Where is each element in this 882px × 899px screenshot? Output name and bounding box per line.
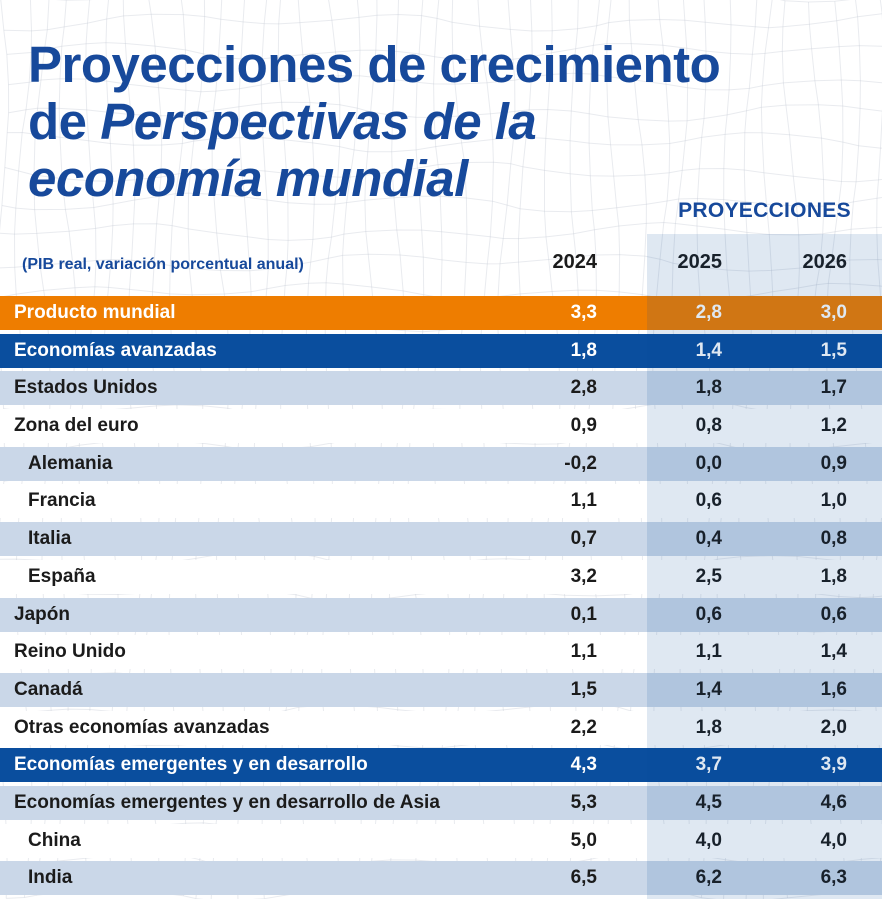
table-row xyxy=(0,824,882,858)
row-label: Francia xyxy=(28,490,96,512)
title-line-1: Proyecciones de crecimiento xyxy=(28,36,721,94)
value-2024: 5,0 xyxy=(570,829,597,851)
value-2024: 2,2 xyxy=(570,716,597,738)
value-2025: 4,5 xyxy=(695,791,722,813)
title-line-3-italic: economía mundial xyxy=(28,150,468,208)
row-label: India xyxy=(28,867,73,889)
value-2026: 1,4 xyxy=(820,641,847,663)
title-line-2-italic: Perspectivas de la xyxy=(100,93,537,151)
value-2026: 1,8 xyxy=(820,565,847,587)
value-2025: 0,0 xyxy=(695,452,722,474)
table-row xyxy=(0,334,882,368)
row-label: Italia xyxy=(28,528,72,550)
table-row xyxy=(0,861,882,895)
table-row xyxy=(0,598,882,632)
projections-label: PROYECCIONES xyxy=(678,199,851,222)
value-2026: 1,5 xyxy=(820,339,847,361)
row-label: Economías avanzadas xyxy=(14,339,217,361)
row-label: Economías emergentes y en desarrollo de Asia xyxy=(14,791,440,813)
value-2026: 2,0 xyxy=(820,716,847,738)
column-header-2025: 2025 xyxy=(677,251,722,273)
row-label: España xyxy=(28,565,96,587)
table-header-row xyxy=(0,234,882,286)
table-row xyxy=(0,522,882,556)
value-2025: 0,4 xyxy=(695,528,722,550)
value-2025: 4,0 xyxy=(695,829,722,851)
value-2025: 3,7 xyxy=(695,754,722,776)
value-2024: -0,2 xyxy=(564,452,597,474)
row-label: Canadá xyxy=(14,678,83,700)
value-2024: 1,1 xyxy=(570,641,597,663)
table-row xyxy=(0,296,882,330)
table-row xyxy=(0,447,882,481)
value-2025: 0,6 xyxy=(695,490,722,512)
row-label: China xyxy=(28,829,81,851)
value-2026: 1,6 xyxy=(820,678,847,700)
value-2024: 1,8 xyxy=(570,339,597,361)
value-2025: 0,8 xyxy=(695,415,722,437)
value-2026: 0,8 xyxy=(820,528,847,550)
row-label: Zona del euro xyxy=(14,415,139,437)
value-2024: 2,8 xyxy=(570,377,597,399)
value-2026: 4,6 xyxy=(820,791,847,813)
table-row xyxy=(0,711,882,745)
table-row xyxy=(0,371,882,405)
table-subtitle: (PIB real, variación porcentual anual) xyxy=(22,256,304,273)
table-row xyxy=(0,409,882,443)
table-row xyxy=(0,786,882,820)
value-2024: 4,3 xyxy=(570,754,597,776)
value-2024: 1,1 xyxy=(570,490,597,512)
value-2026: 6,3 xyxy=(820,867,847,889)
value-2024: 3,2 xyxy=(570,565,597,587)
page-title xyxy=(28,36,872,207)
value-2026: 4,0 xyxy=(820,829,847,851)
table-row xyxy=(0,635,882,669)
table-row xyxy=(0,673,882,707)
value-2026: 3,9 xyxy=(820,754,847,776)
value-2025: 1,4 xyxy=(695,678,722,700)
title-line-2-regular: de xyxy=(28,93,101,151)
value-2024: 0,7 xyxy=(570,528,597,550)
value-2026: 1,7 xyxy=(820,377,847,399)
table-row xyxy=(0,560,882,594)
row-label: Alemania xyxy=(28,452,113,474)
value-2026: 3,0 xyxy=(820,302,847,323)
table-row xyxy=(0,484,882,518)
value-2026: 1,0 xyxy=(820,490,847,512)
value-2026: 0,9 xyxy=(820,452,847,474)
value-2024: 5,3 xyxy=(570,791,597,813)
value-2025: 1,8 xyxy=(695,377,722,399)
value-2024: 3,3 xyxy=(570,302,597,323)
row-label: Economías emergentes y en desarrollo xyxy=(14,754,368,776)
column-header-2024: 2024 xyxy=(552,251,597,273)
table-row xyxy=(0,748,882,782)
value-2025: 2,5 xyxy=(695,565,722,587)
value-2025: 6,2 xyxy=(695,867,722,889)
value-2025: 0,6 xyxy=(695,603,722,625)
value-2025: 2,8 xyxy=(695,302,722,323)
row-label: Estados Unidos xyxy=(14,377,158,399)
value-2025: 1,8 xyxy=(695,716,722,738)
value-2025: 1,4 xyxy=(695,339,722,361)
row-label: Reino Unido xyxy=(14,641,126,663)
value-2025: 1,1 xyxy=(695,641,722,663)
row-label: Otras economías avanzadas xyxy=(14,716,270,738)
row-label: Producto mundial xyxy=(14,302,176,323)
projections-table xyxy=(0,296,882,899)
value-2026: 1,2 xyxy=(820,415,847,437)
row-label: Japón xyxy=(14,603,70,625)
value-2024: 0,1 xyxy=(570,603,597,625)
column-header-2026: 2026 xyxy=(802,251,847,273)
value-2024: 1,5 xyxy=(570,678,597,700)
value-2026: 0,6 xyxy=(820,603,847,625)
value-2024: 0,9 xyxy=(570,415,597,437)
value-2024: 6,5 xyxy=(570,867,597,889)
